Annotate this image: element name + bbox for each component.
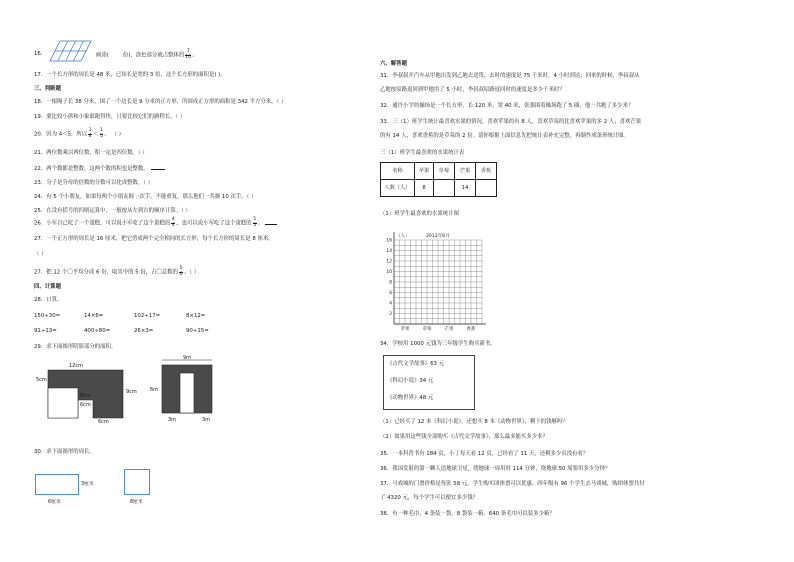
oral-calc-item: 90÷15= (186, 328, 209, 334)
table-header-cell: 名称 (381, 163, 415, 180)
chart-y-tick: 6 (389, 291, 392, 296)
strip-rectangle-figure (150, 355, 222, 425)
q26-f2d: 5 (253, 222, 257, 228)
q22-text: 22．两个数都是整数，这两个数的积也是整数。 (34, 166, 149, 172)
q26-blank (265, 220, 277, 225)
q16-mid: 份)，涂色部分就占整体的 (122, 52, 185, 59)
question-27-circles (34, 267, 199, 277)
question-17: 17．一个长方形的周长是 48 米，已知长是宽的 3 倍，这个长方形的面积是( )。 (34, 72, 226, 78)
question-22 (34, 165, 165, 173)
section-4-heading: 四、计算题 (34, 284, 61, 290)
chart-y-tick: 10 (386, 270, 392, 275)
fruit-table (380, 162, 497, 197)
fig1-bottom-label: 6cm (98, 419, 109, 425)
question-29: 29．求下面图形阴影部分的面积。 (34, 344, 117, 350)
table-cell-strawberry[interactable] (434, 180, 455, 197)
q20-pre: 20．因为 4＜5，所以 (34, 131, 88, 138)
table-row-label: 人数（人） (381, 180, 415, 197)
question-30: 30．求下面图形的周长。 (34, 449, 95, 455)
q26-pre: 26．小军自己吃了一个蛋糕，可以说小军吃了这个蛋糕的 (34, 220, 171, 227)
q16-pre: 画涂( (96, 52, 109, 59)
fig1-right-label: 9cm (126, 389, 137, 395)
q27c-fd: 6 (179, 271, 183, 277)
parallelogram-grid-figure (50, 40, 92, 62)
question-20 (34, 129, 124, 139)
q16-post: 。 (192, 52, 198, 59)
question-18: 18．一根绳子长 38 分米，围了一个边长是 9 分米的正方形，所围成正方形的面积是 342 平方分米。（ ） (34, 99, 287, 105)
question-36: 36．我国发射的第一颗人造地球卫星，绕地球一周用时 114 分钟，绕地球 50 周要用多少分钟？ (380, 466, 611, 472)
question-27b-paren: （ ） (34, 251, 47, 257)
q16-fraction (185, 50, 191, 60)
fig2-left-label: 6m (150, 387, 159, 393)
table-header-cell: 苹果 (415, 163, 434, 180)
chart-caption: （1）班学生最喜欢的水果统计图 (380, 211, 459, 217)
question-33b: 的有 14 人，喜欢香蕉的是草莓的 2 倍。请你根据上面信息先把统计表补充完整，再制作成条形统计图。 (380, 133, 629, 139)
fruit-table-title: 三（1）班学生最喜欢的水果统计表 (380, 150, 465, 156)
q16-frac-n: 7 (186, 49, 190, 54)
question-25: 25．在没有括号的四则运算中，一般按从左到右的顺序计算。（ ） (34, 208, 191, 214)
question-38: 38．有一种毛巾，4 条装一袋，8 袋装一箱。640 条毛巾可以装多少箱？ (380, 511, 555, 517)
question-28: 28．口算。 (34, 297, 63, 303)
oral-calc-item: 8×12= (186, 313, 206, 319)
q20-frac1 (88, 129, 92, 139)
q27c-pre: 27．把 12 个〇平均分成 6 份，取其中的 5 份，占〇总数的 (34, 269, 179, 276)
book-price-item: 《科幻小说》34 元 (387, 378, 434, 384)
table-header-row (381, 163, 497, 180)
question-35: 35．一本科普书有 184 页，小丁每天看 12 页，已经看了 11 天，还剩多少页没有看？ (380, 451, 589, 457)
chart-y-tick: 8 (389, 280, 392, 286)
chart-y-label: （人） (396, 234, 410, 239)
q27c-fn: 5 (179, 266, 183, 271)
question-34-2: （2）如果用这些钱全部购买《古代文学故事》，那么最多能买多少本？ (380, 434, 548, 440)
fig1-top-label: 12cm (69, 363, 83, 369)
q16-text (96, 50, 198, 60)
chart-x-tick: 香蕉 (466, 327, 476, 332)
chart-y-tick: 16 (386, 238, 392, 244)
question-24: 24．有 5 个小朋友，如果每两个小朋友握一次手，不能重复，那么他们一共握 10 次手。（ ） (34, 194, 257, 200)
rectangle-figure (35, 474, 79, 495)
q26-frac1 (171, 218, 175, 228)
q20-f1n: 1 (88, 128, 92, 133)
q26-f2n: 5 (253, 217, 257, 222)
table-header-cell: 香蕉 (476, 163, 497, 180)
oral-calc-item: 91÷13= (34, 328, 57, 334)
fig1-inner2-label: 6cm (80, 402, 91, 408)
q20-f2n: 1 (100, 128, 103, 133)
l-shape-figure (36, 361, 136, 423)
question-37a: 37．马戏城的门票价格是每张 58 元，学生购买团体票可以优惠。四年级有 96 个学生去马戏城，购团体票共付 (380, 481, 645, 487)
question-19: 19．要比较小熊和小象谁跑得快，只要比较它们的路程长。（ ） (34, 114, 186, 120)
question-27a: 27．一个正方形的周长是 16 厘米，把它剪成两个完全相同的长方形，每个长方形的周长是 8 厘米。 (34, 236, 274, 242)
oral-calc-item: 26×3= (134, 328, 154, 334)
question-31a: 31．李叔叔开汽车从甲地出发到乙地去送货，去时的速度是 75 千米时，4 小时到达；回来的时候，李叔叔从 (380, 73, 640, 79)
q20-f2d: 5 (100, 133, 103, 139)
fig2-bottom-left-label: 3m (168, 417, 177, 423)
fig1-inner1-label: 6cm (80, 393, 91, 399)
chart-x-tick: 苹果 (400, 327, 410, 332)
chart-y-tick: 4 (389, 301, 392, 307)
left-column (28, 0, 373, 562)
question-32: 32．通许小学的操场是一个长方形，长 120 米，宽 40 米，张强围着操场跑了 5 圈，他一共跑了多少米？ (380, 103, 634, 109)
chart-x-tick: 草莓 (422, 327, 432, 332)
question-34-1: （1）已经买了 12 本《科幻小说》，还想买 8 本《动物世界》，剩下的钱够吗？ (380, 419, 568, 425)
q22-blank (151, 165, 165, 170)
table-cell-banana[interactable] (476, 180, 497, 197)
table-header-cell: 草莓 (434, 163, 455, 180)
question-33a: 33．三（1）班学生统计最喜欢水果的情况，喜欢苹果的有 8 人，喜欢草莓的比喜欢苹果的多 2 人；喜欢芒果 (380, 119, 642, 125)
q20-post: 。 （ ） (104, 131, 125, 138)
fig2-bottom-right-label: 3m (202, 417, 211, 423)
table-row (381, 180, 497, 197)
question-16 (34, 51, 46, 58)
oral-calc-item: 150÷30= (34, 313, 61, 319)
question-34: 34．学校用 1000 元钱为三年级学生购买新书。 (380, 341, 496, 347)
rect-height-label: 3厘米 (81, 482, 94, 487)
question-23: 23．分子是分母的倍数的分数可以化成整数。（ ） (34, 180, 154, 186)
chart-title: 2012年6月 (426, 234, 450, 239)
rect-width-label: 6厘米 (48, 500, 61, 505)
question-26 (34, 218, 277, 228)
q26-frac2 (253, 218, 257, 228)
square-side-label: 8厘米 (130, 500, 143, 505)
question-31b: 乙地按原路返回到甲地用了 5 小时，李叔叔原路返回时的速度是多少千米时？ (380, 87, 565, 93)
table-header-cell: 芒果 (455, 163, 476, 180)
right-column (376, 0, 771, 562)
fig1-left-label: 5cm (36, 377, 47, 383)
q16-number: 16． (34, 51, 47, 57)
q26-post: 。 (257, 220, 264, 227)
chart-y-tick: 14 (386, 249, 392, 254)
q26-mid: ，也可以说小军吃了这个蛋糕的 (176, 220, 252, 227)
question-37b: 了 4320 元，每个学生可以便宜多少钱？ (380, 495, 479, 501)
q20-frac2 (100, 129, 104, 139)
fig2-top-label: 9m (182, 355, 192, 361)
q16-frac-d: 10 (185, 54, 192, 60)
q27c-frac (179, 267, 183, 277)
chart-x-tick: 芒果 (444, 327, 454, 332)
oral-calc-item: 102÷17= (134, 313, 161, 319)
chart-y-tick: 2 (389, 312, 392, 317)
table-cell-mango: 14 (455, 180, 476, 197)
q26-f1d: 4 (171, 222, 175, 228)
chart-y-tick: 12 (386, 259, 392, 265)
book-price-item: 《动物世界》48 元 (387, 395, 434, 401)
section-3-heading: 三、判断题 (34, 86, 61, 92)
square-figure (124, 469, 150, 495)
oral-calc-item: 14×6= (84, 313, 104, 319)
table-cell-apple: 8 (415, 180, 434, 197)
q26-f1n: 4 (171, 217, 175, 222)
question-21: 21．两位数乘以两位数，积一定是四位数。（ ） (34, 150, 148, 156)
q20-lt: ＜ (93, 131, 99, 138)
book-price-item: 《古代文学故事》63 元 (387, 361, 445, 367)
fruit-bar-chart (380, 224, 490, 334)
q20-f1d: 4 (88, 133, 92, 139)
section-6-heading: 六、解答题 (380, 61, 407, 67)
oral-calc-item: 400÷80= (84, 328, 111, 334)
q27c-post: 。（ ） (184, 269, 200, 276)
